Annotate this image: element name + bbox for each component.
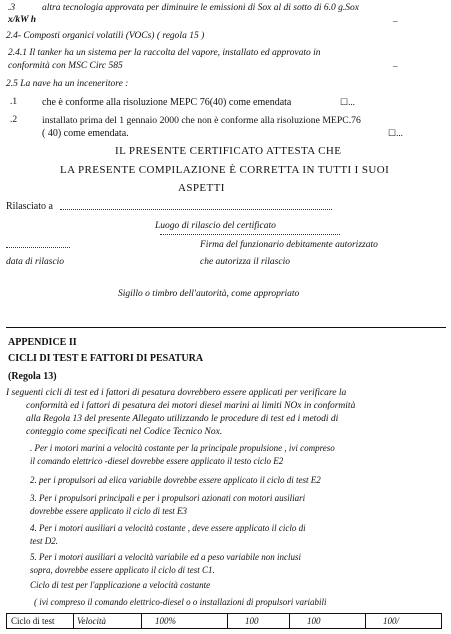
table-divider [365, 614, 366, 628]
table-cell-100c: 100/ [383, 616, 400, 626]
signature-caption: Firma del funzionario debitamente autorizzato [200, 240, 378, 250]
intro-line1: I seguenti cicli di test ed i fattori di pesatura dovrebbero essere applicati per verificare la [6, 388, 347, 398]
item-5-2-checkbox[interactable]: ☐... [388, 128, 403, 138]
section-2-4-1-line1: 2.4.1 Il tanker ha un sistema per la raccolta del vapore, installato ed approvato in [8, 48, 321, 58]
intro-line4: conteggio come specificati nel Codice Tecnico Nox. [26, 427, 223, 437]
item-5-1-text: che è conforme alla risoluzione MEPC 76(40) come emendata [42, 97, 292, 108]
section-2-4-heading: 2.4- Composti organici volatili (VOCs) ( regola 15 ) [6, 31, 205, 41]
table-divider [73, 614, 74, 628]
authorized-caption: che autorizza il rilascio [200, 257, 290, 267]
table-divider [141, 614, 142, 628]
section-2-4-1-line2: conformità con MSC Circ 585 [8, 61, 123, 71]
item-5-2-text-line2: ( 40) come emendata. [42, 128, 129, 139]
place-caption: Luogo di rilascio del certificato [155, 221, 276, 231]
date-field[interactable] [6, 247, 70, 248]
table-divider [227, 614, 228, 628]
point-2-line1: 2. per i propulsori ad elica variabile dovrebbe essere applicato il ciclo di test E2 [30, 475, 321, 485]
point-4-line1: 4. Per i motori ausiliari a velocità costante , deve essere applicato il ciclo di [30, 523, 306, 533]
item-5-2-text-line1: installato prima del 1 gennaio 2000 che non è conforme alla risoluzione MEPC.76 [42, 115, 361, 126]
table-cell-100pct: 100% [155, 616, 176, 626]
table-divider [289, 614, 290, 628]
point-3-line2: dovrebbe essere applicato il ciclo di test E3 [30, 506, 188, 516]
intro-line3: alla Regola 13 del presente Allegato utilizzando le procedure di test ed i metodi di [26, 414, 339, 424]
point-5-line1: 5. Per i motori ausiliari a velocità variabile ed a peso variabile non inclusi [30, 552, 301, 562]
cycle-note: ( ivi compreso il comando elettrico-diesel o o installazioni di propulsori variabili [34, 597, 327, 607]
point-1-line2: il comando elettrico -diesel dovrebbe essere applicato il testo ciclo E2 [30, 456, 284, 466]
certificate-line3: ASPETTI [178, 182, 225, 194]
appendix-title: APPENDICE II [8, 337, 77, 348]
intro-line2: conformità ed i fattori di pesatura dei motori diesel marini ai limiti NOx in conformità [26, 401, 356, 411]
item-5-1-checkbox[interactable]: ☐... [340, 97, 355, 107]
issued-label: Rilasciato a [6, 201, 53, 212]
point-4-line2: test D2. [30, 536, 58, 546]
item-3-text-line2: x/kW h [8, 15, 37, 25]
table-cell-100a: 100 [245, 616, 259, 626]
point-1-line1: . Per i motori marini a velocità costante per la principale propulsione , ivi compreso [30, 443, 335, 453]
appendix-subtitle: CICLI DI TEST E FATTORI DI PESATURA [8, 353, 204, 364]
date-caption: data di rilascio [6, 257, 65, 267]
certificate-line1: IL PRESENTE CERTIFICATO ATTESTA CHE [115, 145, 342, 157]
test-cycle-table [6, 613, 442, 629]
point-5-line2: sopra, dovrebbe essere applicato il ciclo di test C1. [30, 565, 215, 575]
cycle-caption: Ciclo di test per l'applicazione a velocità costante [30, 580, 211, 590]
item-5-1-number: .1 [10, 97, 18, 107]
table-cell-100b: 100 [307, 616, 321, 626]
section-divider [6, 327, 446, 328]
appendix-rule: (Regola 13) [8, 371, 57, 382]
seal-caption: Sigillo o timbro dell'autorità, come appropriato [118, 289, 300, 299]
item-5-2-number: .2 [10, 115, 18, 125]
item-3-checkbox[interactable]: – [393, 16, 398, 26]
table-cell-cycle: Ciclo di test [11, 616, 55, 626]
section-2-4-checkbox[interactable]: – [393, 61, 398, 71]
item-3-text-line1: altra tecnologia approvata per diminuire le emissioni di Sox al di sotto di 6.0 g.Sox [42, 3, 359, 13]
issued-place-field[interactable] [60, 209, 332, 210]
point-3-line1: 3. Per i propulsori principali e per i propulsori azionati con motori ausiliari [30, 493, 306, 503]
signature-field[interactable] [160, 234, 340, 235]
section-2-5-heading: 2.5 La nave ha un inceneritore : [6, 79, 129, 89]
certificate-line2: LA PRESENTE COMPILAZIONE È CORRETTA IN TUTTI I SUOI [60, 164, 390, 176]
item-3-number: .3 [8, 3, 16, 13]
table-cell-speed: Velocità [77, 616, 106, 626]
